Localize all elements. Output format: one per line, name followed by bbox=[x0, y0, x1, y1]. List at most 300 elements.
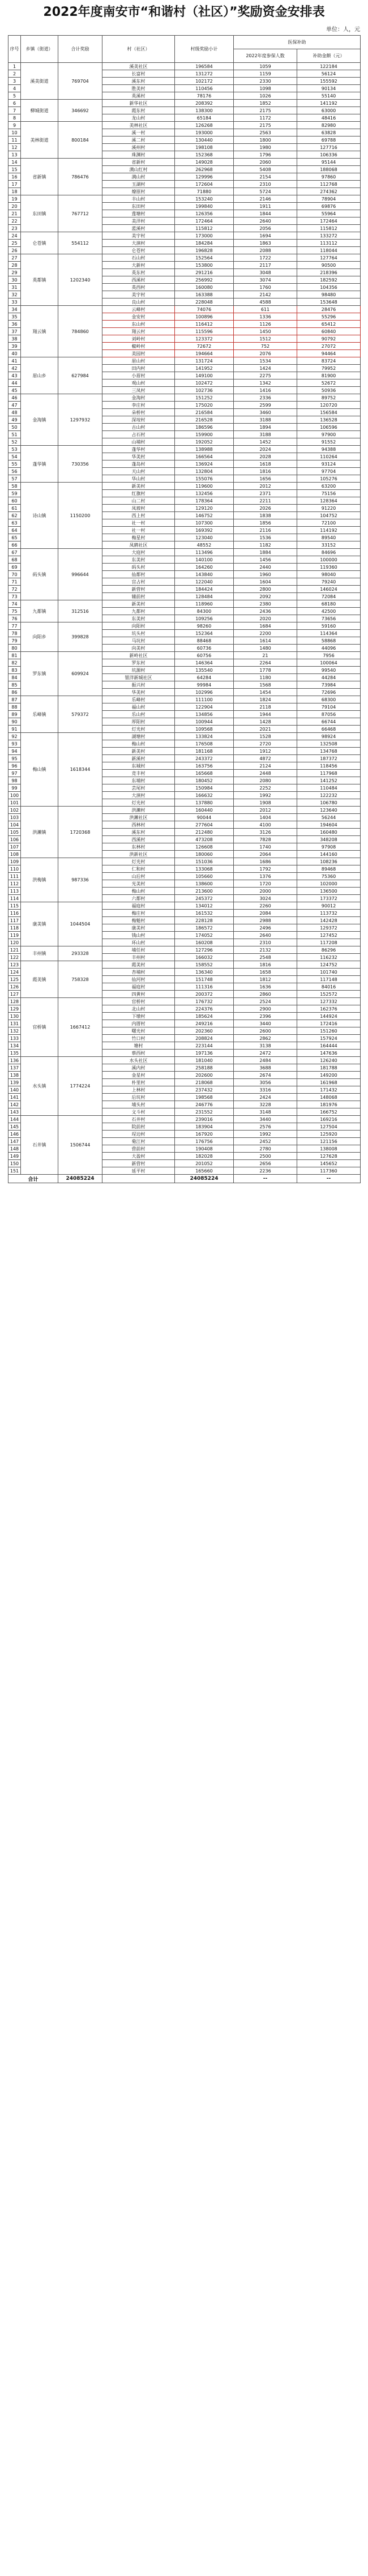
insured-people: 2060 bbox=[234, 159, 297, 166]
subsidy-amount: 69876 bbox=[297, 203, 361, 210]
village-total: 115596 bbox=[175, 328, 234, 335]
village-name: 金星村 bbox=[102, 1072, 175, 1079]
table-row bbox=[8, 600, 361, 608]
insured-people: 2132 bbox=[234, 946, 297, 954]
village-name: 环山村 bbox=[102, 939, 175, 946]
row-seq: 40 bbox=[8, 350, 21, 357]
row-seq: 129 bbox=[8, 1005, 21, 1013]
township-total: 996644 bbox=[58, 549, 102, 600]
row-seq: 74 bbox=[8, 600, 21, 608]
row-seq: 18 bbox=[8, 188, 21, 195]
subsidy-amount: 172416 bbox=[297, 1020, 361, 1027]
subsidy-amount: 90134 bbox=[297, 85, 361, 92]
village-total: 228048 bbox=[175, 298, 234, 306]
insured-people: 1424 bbox=[234, 365, 297, 372]
insured-people: 1336 bbox=[234, 313, 297, 321]
row-seq: 65 bbox=[8, 534, 21, 541]
row-seq: 50 bbox=[8, 424, 21, 431]
village-name: 埔头村 bbox=[102, 1101, 175, 1108]
header-village: 村（社区） bbox=[102, 36, 175, 63]
village-total: 181040 bbox=[175, 1057, 234, 1064]
subsidy-amount: 147636 bbox=[297, 1050, 361, 1057]
insured-people: 2336 bbox=[234, 394, 297, 402]
row-seq: 30 bbox=[8, 276, 21, 284]
village-name: 东林村 bbox=[102, 843, 175, 851]
subsidy-amount: 106336 bbox=[297, 151, 361, 159]
subsidy-amount: 133272 bbox=[297, 232, 361, 240]
village-name: 福山村 bbox=[102, 703, 175, 711]
row-seq: 38 bbox=[8, 335, 21, 343]
insured-people: 2548 bbox=[234, 954, 297, 961]
header-township: 乡镇（街道） bbox=[21, 36, 58, 63]
row-seq: 88 bbox=[8, 703, 21, 711]
insured-people: 2064 bbox=[234, 851, 297, 858]
insured-people: 1452 bbox=[234, 438, 297, 446]
village-name: 内厝村 bbox=[102, 1020, 175, 1027]
village-name: 英东村 bbox=[102, 269, 175, 276]
village-total: 48552 bbox=[175, 541, 234, 549]
village-total: 196828 bbox=[175, 247, 234, 254]
village-total: 172604 bbox=[175, 181, 234, 188]
row-seq: 105 bbox=[8, 829, 21, 836]
township-name: 仑苍镇 bbox=[21, 232, 58, 254]
table-row bbox=[8, 357, 361, 365]
insured-people: 2252 bbox=[234, 784, 297, 792]
row-seq: 2 bbox=[8, 70, 21, 78]
village-total: 152564 bbox=[175, 254, 234, 262]
insured-people: 1824 bbox=[234, 696, 297, 703]
subsidy-amount: 55140 bbox=[297, 92, 361, 100]
row-seq: 90 bbox=[8, 718, 21, 726]
village-total: 123040 bbox=[175, 534, 234, 541]
village-total: 100896 bbox=[175, 313, 234, 321]
subsidy-amount: 127332 bbox=[297, 998, 361, 1005]
village-name: 满山红村 bbox=[102, 166, 175, 173]
village-total: 198108 bbox=[175, 144, 234, 151]
village-name: 新营村 bbox=[102, 1160, 175, 1167]
village-name: 华美村 bbox=[102, 689, 175, 696]
village-name: 文斗村 bbox=[102, 1108, 175, 1116]
subsidy-amount: 105276 bbox=[297, 475, 361, 483]
header-people: 2022年度参保人数 bbox=[234, 49, 297, 63]
table-row bbox=[8, 159, 361, 166]
row-seq: 32 bbox=[8, 291, 21, 298]
township-total: 786476 bbox=[58, 159, 102, 195]
village-name: 霞美村 bbox=[102, 961, 175, 969]
village-name: 美宇村 bbox=[102, 291, 175, 298]
village-total: 237432 bbox=[175, 1086, 234, 1094]
village-name: 东美村 bbox=[102, 615, 175, 622]
village-name: 菊江村 bbox=[102, 1138, 175, 1145]
village-name: 洪濑社区 bbox=[102, 814, 175, 821]
village-name: 美园村 bbox=[102, 350, 175, 357]
subsidy-amount: 98480 bbox=[297, 291, 361, 298]
row-seq: 46 bbox=[8, 394, 21, 402]
row-seq: 118 bbox=[8, 924, 21, 932]
township-total: 730356 bbox=[58, 446, 102, 483]
subsidy-amount: 56124 bbox=[297, 70, 361, 78]
village-total: 473208 bbox=[175, 836, 234, 843]
insured-people: 2116 bbox=[234, 527, 297, 534]
subsidy-amount: 119360 bbox=[297, 564, 361, 571]
subsidy-amount: 121156 bbox=[297, 1138, 361, 1145]
village-name: 溪一村 bbox=[102, 129, 175, 137]
insured-people: 1792 bbox=[234, 865, 297, 873]
subsidy-amount: 171432 bbox=[297, 1086, 361, 1094]
insured-people: 2576 bbox=[234, 1123, 297, 1131]
row-seq: 72 bbox=[8, 586, 21, 593]
insured-people: 1618 bbox=[234, 460, 297, 468]
village-name: 新华社区 bbox=[102, 100, 175, 107]
village-total: 175020 bbox=[175, 402, 234, 409]
village-total: 216528 bbox=[175, 416, 234, 424]
village-total: 128484 bbox=[175, 593, 234, 600]
subsidy-amount: 89752 bbox=[297, 394, 361, 402]
village-name: 向阳村 bbox=[102, 622, 175, 630]
village-total: 201052 bbox=[175, 1160, 234, 1167]
subsidy-amount: 142428 bbox=[297, 917, 361, 924]
township-total: 293328 bbox=[58, 946, 102, 961]
village-total: 122904 bbox=[175, 703, 234, 711]
row-seq: 86 bbox=[8, 689, 21, 696]
row-seq: 110 bbox=[8, 865, 21, 873]
insured-people: 1838 bbox=[234, 512, 297, 519]
row-seq: 81 bbox=[8, 652, 21, 659]
insured-people: 1800 bbox=[234, 137, 297, 144]
row-seq: 14 bbox=[8, 159, 21, 166]
village-name: 霞东村 bbox=[102, 107, 175, 114]
village-name: 刘岭村 bbox=[102, 335, 175, 343]
insured-people: 1912 bbox=[234, 748, 297, 755]
village-name: 福庭村 bbox=[102, 902, 175, 910]
village-name: 英西村 bbox=[102, 284, 175, 291]
row-seq: 58 bbox=[8, 483, 21, 490]
village-total: 180452 bbox=[175, 777, 234, 784]
row-seq: 102 bbox=[8, 807, 21, 814]
village-total: 200372 bbox=[175, 991, 234, 998]
row-seq: 21 bbox=[8, 210, 21, 217]
subsidy-amount: 115812 bbox=[297, 225, 361, 232]
township-name: 翔云镇 bbox=[21, 306, 58, 357]
insured-people: 2142 bbox=[234, 291, 297, 298]
village-total: 165660 bbox=[175, 1167, 234, 1175]
subsidy-amount: 101740 bbox=[297, 969, 361, 976]
subsidy-amount: 144160 bbox=[297, 851, 361, 858]
township-total: 758328 bbox=[58, 961, 102, 998]
township-name: 省新镇 bbox=[21, 159, 58, 195]
village-name: 社一村 bbox=[102, 527, 175, 534]
subsidy-amount: 68300 bbox=[297, 696, 361, 703]
row-seq: 144 bbox=[8, 1116, 21, 1123]
subsidy-amount: 114364 bbox=[297, 630, 361, 637]
insured-people: 1656 bbox=[234, 475, 297, 483]
village-total: 194664 bbox=[175, 350, 234, 357]
row-seq: 135 bbox=[8, 1050, 21, 1057]
row-seq: 146 bbox=[8, 1131, 21, 1138]
row-seq: 140 bbox=[8, 1086, 21, 1094]
village-total: 262968 bbox=[175, 166, 234, 173]
row-seq: 82 bbox=[8, 659, 21, 667]
subsidy-amount: 152572 bbox=[297, 991, 361, 998]
village-total: 126268 bbox=[175, 122, 234, 129]
village-total: 291216 bbox=[175, 269, 234, 276]
village-name: 杏埔村 bbox=[102, 969, 175, 976]
village-name: 朴里村 bbox=[102, 1079, 175, 1086]
row-seq: 51 bbox=[8, 431, 21, 438]
insured-people: 1720 bbox=[234, 880, 297, 888]
village-name: 英溪村 bbox=[102, 92, 175, 100]
township-name: 水头镇 bbox=[21, 1057, 58, 1116]
village-name: 东埔村 bbox=[102, 777, 175, 784]
subsidy-amount: 108236 bbox=[297, 858, 361, 865]
village-name: 新营村 bbox=[102, 586, 175, 593]
township-name: 康美镇 bbox=[21, 902, 58, 946]
subsidy-amount: 129372 bbox=[297, 924, 361, 932]
row-seq: 44 bbox=[8, 379, 21, 387]
village-name: 竞丰村 bbox=[102, 770, 175, 777]
village-total: 130440 bbox=[175, 137, 234, 144]
insured-people: 1686 bbox=[234, 858, 297, 865]
table-row bbox=[8, 394, 361, 402]
insured-people: 2440 bbox=[234, 564, 297, 571]
village-total: 135540 bbox=[175, 667, 234, 674]
row-seq: 112 bbox=[8, 880, 21, 888]
subsidy-amount: 136500 bbox=[297, 888, 361, 895]
village-name: 福庭村 bbox=[102, 983, 175, 991]
insured-people: 1863 bbox=[234, 240, 297, 247]
village-name: 大演村 bbox=[102, 792, 175, 799]
village-total: 158552 bbox=[175, 961, 234, 969]
subsidy-amount: 127628 bbox=[297, 1153, 361, 1160]
table-body bbox=[8, 63, 361, 1175]
village-name: 凤鹤社区 bbox=[102, 541, 175, 549]
subsidy-amount: 126240 bbox=[297, 1057, 361, 1064]
village-total: 115812 bbox=[175, 225, 234, 232]
village-name: 龙山村 bbox=[102, 114, 175, 122]
township-name: 溪美街道 bbox=[21, 63, 58, 100]
subsidy-amount: 60840 bbox=[297, 328, 361, 335]
row-seq: 11 bbox=[8, 137, 21, 144]
insured-people: 2012 bbox=[234, 807, 297, 814]
table-row bbox=[8, 122, 361, 129]
village-total: 150984 bbox=[175, 784, 234, 792]
township-name: 码头镇 bbox=[21, 549, 58, 600]
insured-people: 2563 bbox=[234, 129, 297, 137]
village-total: 208392 bbox=[175, 100, 234, 107]
subsidy-amount: 166752 bbox=[297, 1108, 361, 1116]
total-people: -- bbox=[234, 1175, 297, 1183]
subsidy-amount: 63200 bbox=[297, 483, 361, 490]
insured-people: 2080 bbox=[234, 777, 297, 784]
village-total: 196584 bbox=[175, 63, 234, 70]
village-name: 大庭村 bbox=[102, 549, 175, 556]
row-seq: 150 bbox=[8, 1160, 21, 1167]
village-total: 202360 bbox=[175, 1027, 234, 1035]
row-seq: 137 bbox=[8, 1064, 21, 1072]
subsidy-amount: 55296 bbox=[297, 313, 361, 321]
row-seq: 57 bbox=[8, 475, 21, 483]
row-seq: 37 bbox=[8, 328, 21, 335]
village-total: 249216 bbox=[175, 1020, 234, 1027]
subsidy-amount: 72084 bbox=[297, 593, 361, 600]
subsidy-amount: 27072 bbox=[297, 343, 361, 350]
row-seq: 23 bbox=[8, 225, 21, 232]
village-total: 239016 bbox=[175, 1116, 234, 1123]
row-seq: 42 bbox=[8, 365, 21, 372]
subsidy-amount: 87056 bbox=[297, 711, 361, 718]
insured-people: 1180 bbox=[234, 674, 297, 681]
village-name: 西林村 bbox=[102, 821, 175, 829]
subsidy-amount: 63000 bbox=[297, 107, 361, 114]
village-name: 宫占村 bbox=[102, 578, 175, 586]
insured-people: 21 bbox=[234, 652, 297, 659]
village-total: 113496 bbox=[175, 549, 234, 556]
insured-people: 1852 bbox=[234, 100, 297, 107]
village-total: 132804 bbox=[175, 468, 234, 475]
insured-people: 1760 bbox=[234, 284, 297, 291]
township-name: 乐峰镇 bbox=[21, 696, 58, 733]
table-row bbox=[8, 858, 361, 865]
village-total: 166564 bbox=[175, 453, 234, 460]
row-seq: 139 bbox=[8, 1079, 21, 1086]
insured-people: 1980 bbox=[234, 144, 297, 151]
row-seq: 26 bbox=[8, 247, 21, 254]
township-total: 1506744 bbox=[58, 1116, 102, 1175]
village-total: 118960 bbox=[175, 600, 234, 608]
subsidy-amount: 50936 bbox=[297, 387, 361, 394]
insured-people: 2020 bbox=[234, 615, 297, 622]
village-name: 蓝溪村 bbox=[102, 225, 175, 232]
table-row bbox=[8, 807, 361, 814]
subsidy-amount: 56244 bbox=[297, 814, 361, 821]
village-total: 164260 bbox=[175, 564, 234, 571]
insured-people: 2640 bbox=[234, 217, 297, 225]
village-name: 大盈村 bbox=[102, 1153, 175, 1160]
subsidy-amount: 63828 bbox=[297, 129, 361, 137]
subsidy-amount: 91220 bbox=[297, 505, 361, 512]
village-name: 新美村 bbox=[102, 483, 175, 490]
village-name: 梅庄村 bbox=[102, 910, 175, 917]
village-total: 160440 bbox=[175, 807, 234, 814]
row-seq: 7 bbox=[8, 107, 21, 114]
village-total: 151036 bbox=[175, 858, 234, 865]
unit-note: 单位：人，元 bbox=[326, 27, 360, 33]
subsidy-amount: 106780 bbox=[297, 799, 361, 807]
village-name: 官桥村 bbox=[102, 998, 175, 1005]
insured-people: 2264 bbox=[234, 659, 297, 667]
insured-people: 3056 bbox=[234, 1079, 297, 1086]
township-total: 1618344 bbox=[58, 733, 102, 807]
table-row bbox=[8, 946, 361, 954]
village-name: 梅山村 bbox=[102, 888, 175, 895]
insured-people: 1816 bbox=[234, 468, 297, 475]
table-row bbox=[8, 622, 361, 630]
table-row bbox=[8, 998, 361, 1005]
insured-people: 2599 bbox=[234, 402, 297, 409]
village-name: 田内村 bbox=[102, 365, 175, 372]
table-row bbox=[8, 446, 361, 453]
village-name: 梅星村 bbox=[102, 534, 175, 541]
insured-people: 1908 bbox=[234, 799, 297, 807]
subsidy-amount: 83724 bbox=[297, 357, 361, 365]
insured-people: 1454 bbox=[234, 689, 297, 696]
insured-people: 2056 bbox=[234, 225, 297, 232]
village-name: 新美村 bbox=[102, 600, 175, 608]
row-seq: 114 bbox=[8, 895, 21, 902]
insured-people: 1911 bbox=[234, 203, 297, 210]
township-total: 312516 bbox=[58, 600, 102, 622]
village-total: 100944 bbox=[175, 718, 234, 726]
subsidy-amount: 100064 bbox=[297, 659, 361, 667]
row-seq: 24 bbox=[8, 232, 21, 240]
village-total: 110456 bbox=[175, 85, 234, 92]
row-seq: 48 bbox=[8, 409, 21, 416]
village-total: 181168 bbox=[175, 748, 234, 755]
subsidy-amount: 7956 bbox=[297, 652, 361, 659]
subsidy-amount: 123640 bbox=[297, 807, 361, 814]
village-total: 129120 bbox=[175, 505, 234, 512]
subsidy-amount: 122232 bbox=[297, 792, 361, 799]
subsidy-amount: 75360 bbox=[297, 873, 361, 880]
village-total: 184424 bbox=[175, 586, 234, 593]
village-name: 新美村 bbox=[102, 748, 175, 755]
row-seq: 127 bbox=[8, 991, 21, 998]
subsidy-amount: 97908 bbox=[297, 843, 361, 851]
village-name: 坑头村 bbox=[102, 630, 175, 637]
township-name: 英都镇 bbox=[21, 254, 58, 306]
township-total: 1667412 bbox=[58, 998, 102, 1057]
insured-people: 5724 bbox=[234, 188, 297, 195]
township-name: 柳城街道 bbox=[21, 100, 58, 122]
village-total: 212480 bbox=[175, 829, 234, 836]
row-seq: 145 bbox=[8, 1123, 21, 1131]
village-name: 银洋新城社区 bbox=[102, 674, 175, 681]
subsidy-amount: 125920 bbox=[297, 1131, 361, 1138]
insured-people: 3024 bbox=[234, 895, 297, 902]
row-seq: 136 bbox=[8, 1057, 21, 1064]
row-seq: 13 bbox=[8, 151, 21, 159]
insured-people: 2310 bbox=[234, 939, 297, 946]
subsidy-amount: 84016 bbox=[297, 983, 361, 991]
township-total: 1150200 bbox=[58, 483, 102, 549]
subsidy-amount: 110484 bbox=[297, 784, 361, 792]
subsidy-amount: 42500 bbox=[297, 608, 361, 615]
village-name: 美宇村 bbox=[102, 232, 175, 240]
insured-people: 611 bbox=[234, 306, 297, 313]
insured-people: 1658 bbox=[234, 969, 297, 976]
township-name: 蓬华镇 bbox=[21, 446, 58, 483]
village-name: 延平村 bbox=[102, 1167, 175, 1175]
village-total: 98260 bbox=[175, 622, 234, 630]
village-name: 埔任村 bbox=[102, 946, 175, 954]
insured-people: 1740 bbox=[234, 843, 297, 851]
subsidy-amount: 89540 bbox=[297, 534, 361, 541]
insured-people: 3126 bbox=[234, 829, 297, 836]
insured-people: 2371 bbox=[234, 490, 297, 497]
village-total: 109256 bbox=[175, 615, 234, 622]
subsidy-amount: 65412 bbox=[297, 321, 361, 328]
subsidy-amount: 141252 bbox=[297, 777, 361, 784]
village-name: 水头社区 bbox=[102, 1057, 175, 1064]
village-total: 134856 bbox=[175, 711, 234, 718]
insured-people: 1126 bbox=[234, 321, 297, 328]
subsidy-amount: 66744 bbox=[297, 718, 361, 726]
insured-people: 1450 bbox=[234, 328, 297, 335]
village-name: 胜美村 bbox=[102, 85, 175, 92]
subsidy-amount: 86296 bbox=[297, 946, 361, 954]
row-seq: 12 bbox=[8, 144, 21, 151]
village-total: 192052 bbox=[175, 438, 234, 446]
